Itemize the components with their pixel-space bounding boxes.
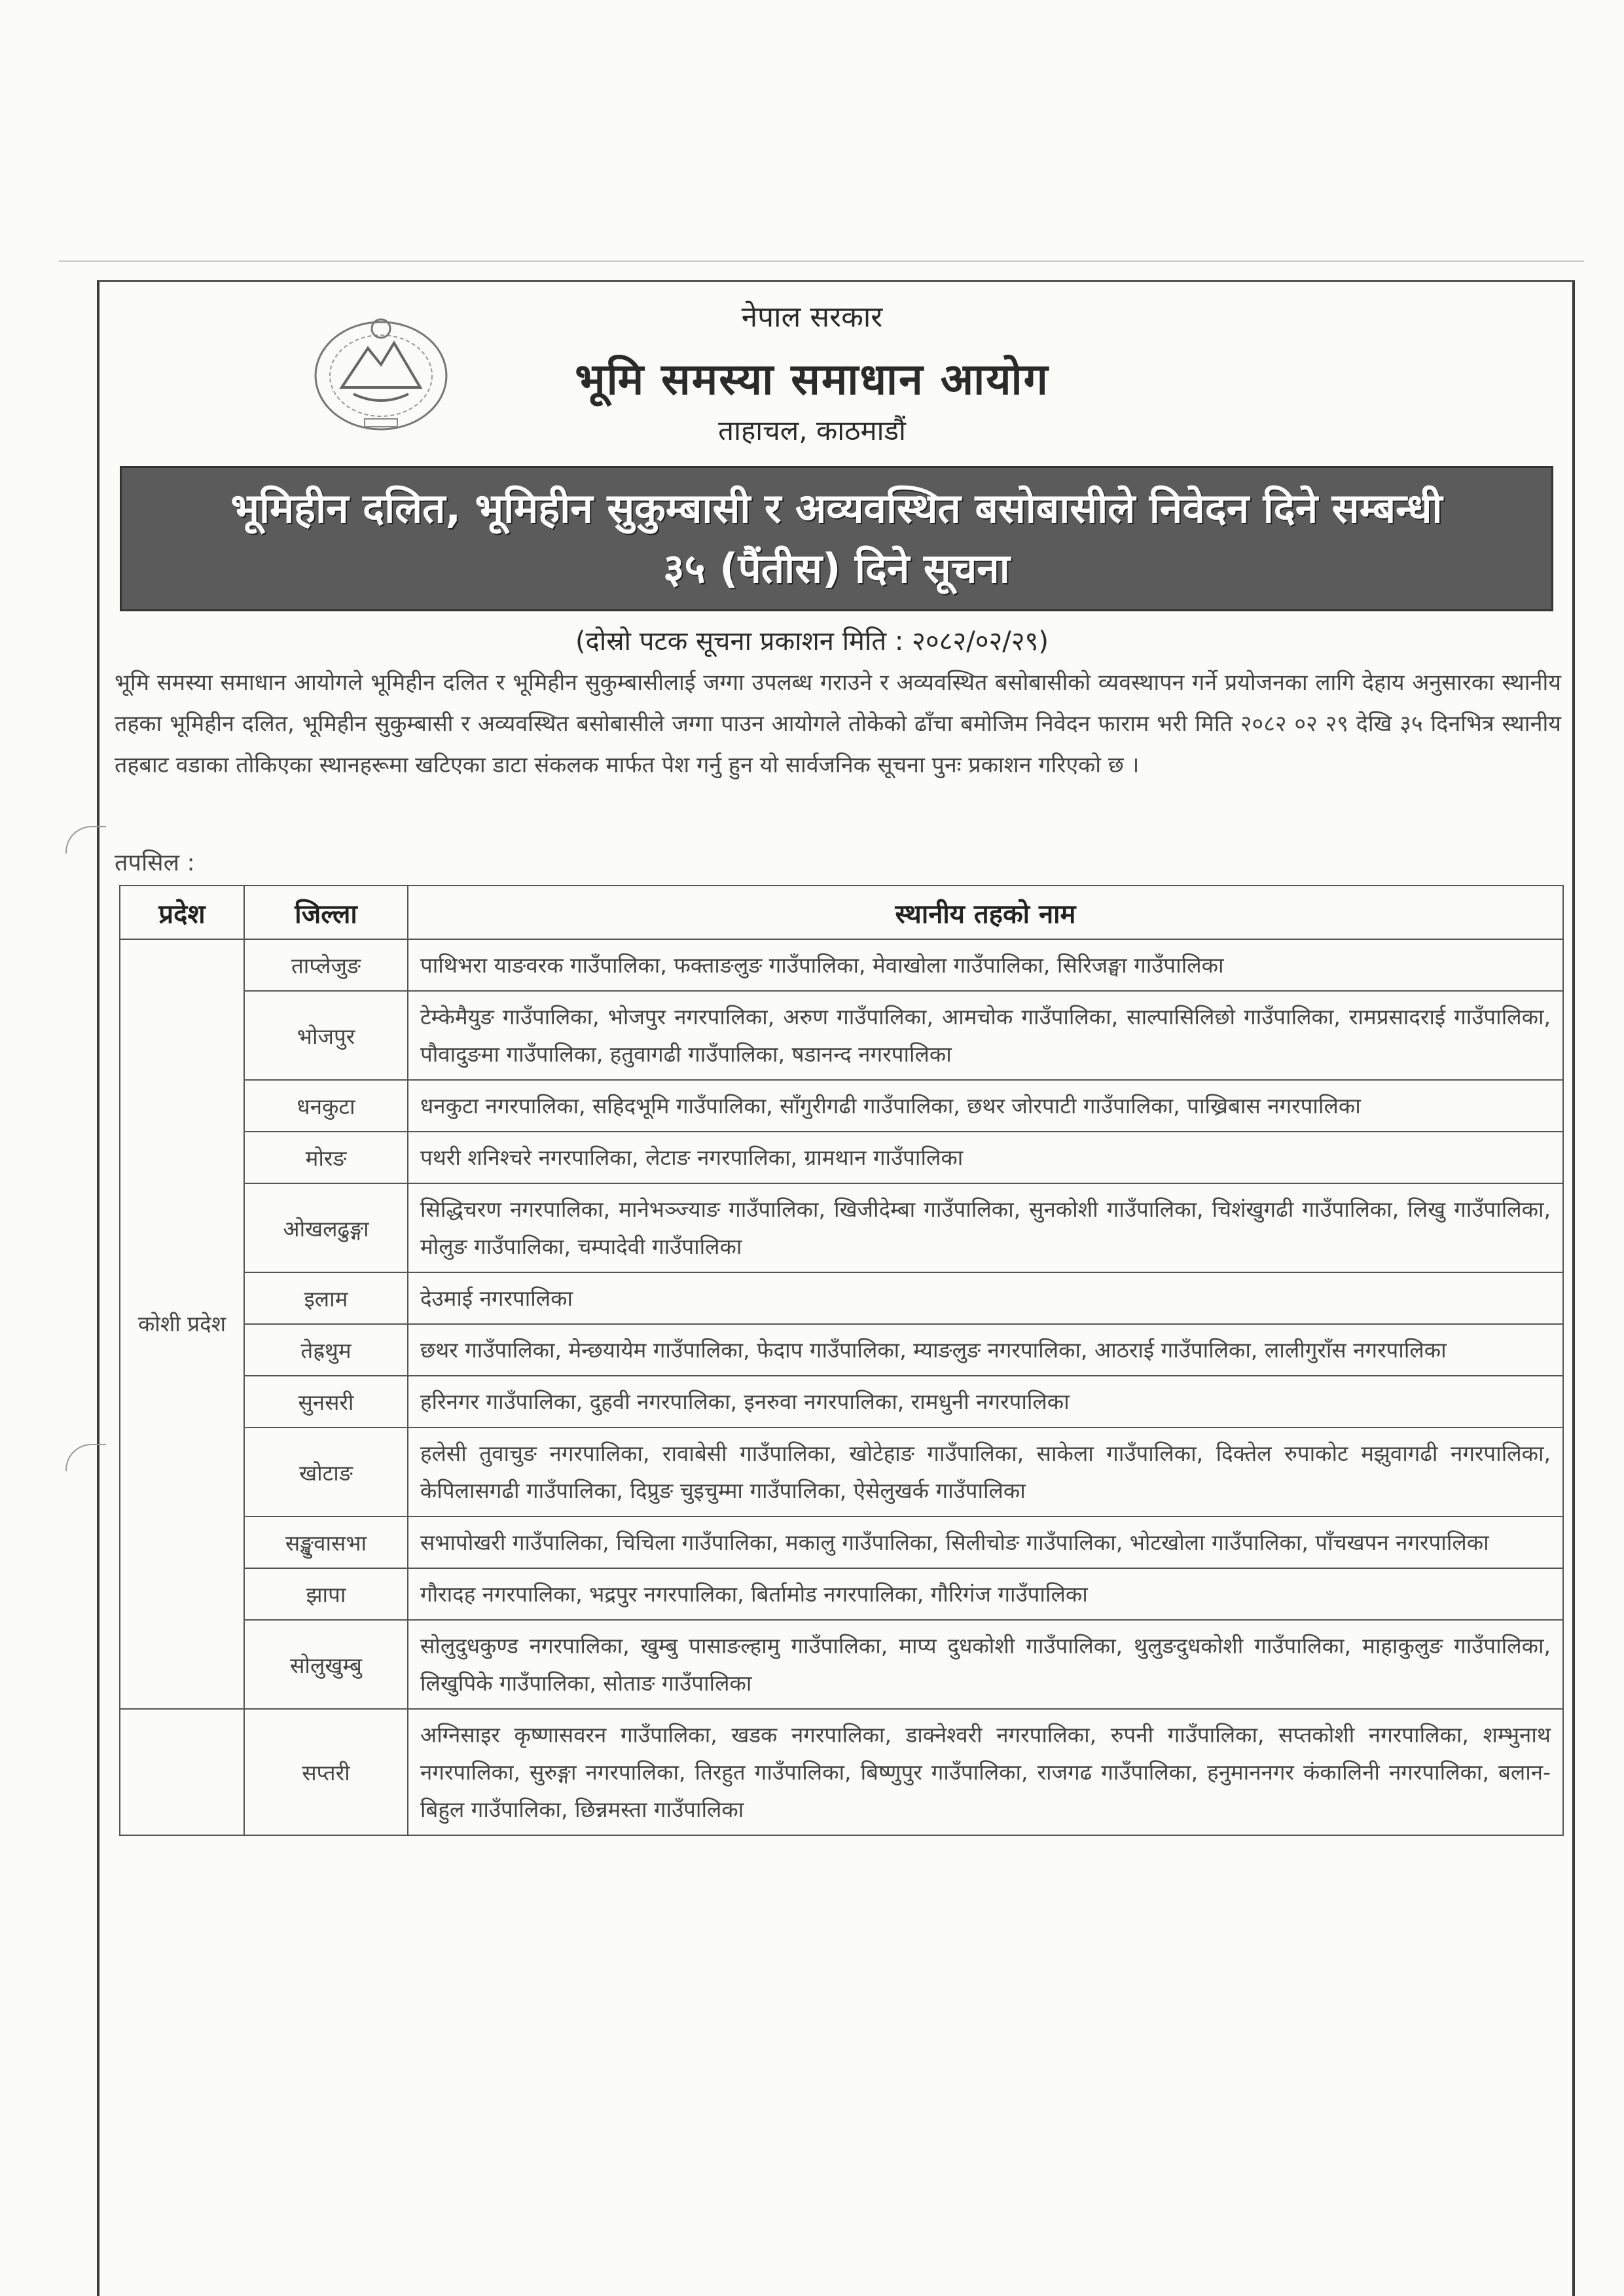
local-level-table	[119, 885, 1564, 1836]
table-row	[120, 1376, 1563, 1427]
binding-hole-mark	[65, 1444, 106, 1471]
table-row	[120, 1568, 1563, 1620]
header-district: जिल्ला	[244, 886, 408, 939]
table-row	[120, 1080, 1563, 1132]
table-row	[120, 1427, 1563, 1516]
notice-title-banner	[120, 466, 1553, 611]
district-cell: सोलुखुम्बु	[244, 1620, 408, 1709]
district-cell: भोजपुर	[244, 991, 408, 1080]
schedule-label: तपसिल :	[115, 850, 195, 876]
district-cell: सुनसरी	[244, 1376, 408, 1427]
district-cell: मोरङ	[244, 1132, 408, 1183]
province-cell: कोशी प्रदेश	[120, 939, 244, 1709]
local-levels-cell: पाथिभरा याङवरक गाउँपालिका, फक्ताङलुङ गाउँपालिका, मेवाखोला गाउँपालिका, सिरिजङ्घा गाउँपालिका	[408, 939, 1563, 991]
page-top-rule	[59, 260, 1584, 262]
district-cell: धनकुटा	[244, 1080, 408, 1132]
table-row	[120, 1709, 1563, 1835]
table-row	[120, 1272, 1563, 1324]
district-cell: सप्तरी	[244, 1709, 408, 1835]
table-row	[120, 1132, 1563, 1183]
local-levels-cell: देउमाई नगरपालिका	[408, 1272, 1563, 1324]
local-levels-cell: हरिनगर गाउँपालिका, दुहवी नगरपालिका, इनरुवा नगरपालिका, रामधुनी नगरपालिका	[408, 1376, 1563, 1427]
local-levels-cell: टेम्केमैयुङ गाउँपालिका, भोजपुर नगरपालिका, अरुण गाउँपालिका, आमचोक गाउँपालिका, साल्पासिलिछो गाउँपालिका, रामप्रसादराई गाउँपालिका, पौवादुङमा गाउँपालिका, हतुवागढी गाउँपालिका, षडानन्द नगरपालिका	[408, 991, 1563, 1080]
notice-title-line1: भूमिहीन दलित, भूमिहीन सुकुम्बासी र अव्यवस्थित बसोबासीले निवेदन दिने सम्बन्धी	[230, 484, 1443, 532]
district-cell: झापा	[244, 1568, 408, 1620]
district-cell: सङ्खुवासभा	[244, 1516, 408, 1568]
district-cell: तेह्रथुम	[244, 1324, 408, 1376]
local-levels-cell: छथर गाउँपालिका, मेन्छयायेम गाउँपालिका, फेदाप गाउँपालिका, म्याङलुङ नगरपालिका, आठराई गाउँपालिका, लालीगुराँस नगरपालिका	[408, 1324, 1563, 1376]
header-local-levels: स्थानीय तहको नाम	[408, 886, 1563, 939]
table-row	[120, 939, 1563, 991]
district-cell: ताप्लेजुङ	[244, 939, 408, 991]
header-province: प्रदेश	[120, 886, 244, 939]
table-row	[120, 1183, 1563, 1272]
binding-hole-mark	[65, 826, 106, 853]
local-levels-cell: पथरी शनिश्चरे नगरपालिका, लेटाङ नगरपालिका, ग्रामथान गाउँपालिका	[408, 1132, 1563, 1183]
local-levels-cell: सोलुदुधकुण्ड नगरपालिका, खुम्बु पासाङल्हामु गाउँपालिका, माप्य दुधकोशी गाउँपालिका, थुलुङदुधकोशी गाउँपालिका, माहाकुलुङ गाउँपालिका, लिखुपिके गाउँपालिका, सोताङ गाउँपालिका	[408, 1620, 1563, 1709]
district-cell: ओखलढुङ्गा	[244, 1183, 408, 1272]
province-cell-continued	[120, 1709, 244, 1835]
page-bottom-margin	[119, 2062, 1566, 2296]
local-levels-cell: धनकुटा नगरपालिका, सहिदभूमि गाउँपालिका, साँगुरीगढी गाउँपालिका, छथर जोरपाटी गाउँपालिका, पाख्रिबास नगरपालिका	[408, 1080, 1563, 1132]
government-name: नेपाल सरकार	[741, 300, 883, 334]
table-header-row	[120, 886, 1563, 939]
local-levels-cell: हलेसी तुवाचुङ नगरपालिका, रावाबेसी गाउँपालिका, खोटेहाङ गाउँपालिका, साकेला गाउँपालिका, दिक्तेल रुपाकोट मझुवागढी नगरपालिका, केपिलासगढी गाउँपालिका, दिप्रुङ चुइचुम्मा गाउँपालिका, ऐसेलुखर्क गाउँपालिका	[408, 1427, 1563, 1516]
office-name: भूमि समस्या समाधान आयोग	[575, 354, 1049, 404]
district-cell: खोटाङ	[244, 1427, 408, 1516]
local-levels-cell: गौरादह नगरपालिका, भद्रपुर नगरपालिका, बिर्तामोड नगरपालिका, गौरिगंज गाउँपालिका	[408, 1568, 1563, 1620]
notice-title-line2: ३५ (पैंतीस) दिने सूचना	[663, 545, 1010, 592]
local-levels-cell: अग्निसाइर कृष्णासवरन गाउँपालिका, खडक नगरपालिका, डाक्नेश्वरी नगरपालिका, रुपनी गाउँपालिका, सप्तकोशी नगरपालिका, शम्भुनाथ नगरपालिका, सुरुङ्गा नगरपालिका, तिरहुत गाउँपालिका, बिष्णुपुर गाउँपालिका, राजगढ गाउँपालिका, हनुमाननगर कंकालिनी नगरपालिका, बलान-बिहुल गाउँपालिका, छिन्नमस्ता गाउँपालिका	[408, 1709, 1563, 1835]
notice-body-text: भूमि समस्या समाधान आयोगले भूमिहीन दलित र भूमिहीन सुकुम्बासीलाई जग्गा उपलब्ध गराउने र अव्यवस्थित बसोबासीको व्यवस्थापन गर्ने प्रयोजनका लागि देहाय अनुसारका स्थानीय तहका भूमिहीन दलित, भूमिहीन सुकुम्बासी र अव्यवस्थित बसोबासीले जग्गा पाउन आयोगले तोकेको ढाँचा बमोजिम निवेदन फाराम भरी मिति २०८२ ०२ २९ देखि ३५ दिनभित्र स्थानीय तहबाट वडाका तोकिएका स्थानहरूमा खटिएका डाटा संकलक मार्फत पेश गर्नु हुन यो सार्वजनिक सूचना पुनः प्रकाशन गरिएको छ ।	[115, 670, 1561, 778]
office-location: ताहाचल, काठमाडौं	[718, 414, 906, 446]
table-row	[120, 991, 1563, 1080]
publication-date: (दोस्रो पटक सूचना प्रकाशन मिति : २०८२/०२/२९)	[575, 626, 1049, 656]
table-row	[120, 1620, 1563, 1709]
table-row	[120, 1324, 1563, 1376]
district-cell: इलाम	[244, 1272, 408, 1324]
local-levels-cell: सिद्धिचरण नगरपालिका, मानेभञ्ज्याङ गाउँपालिका, खिजीदेम्बा गाउँपालिका, सुनकोशी गाउँपालिका, चिशंखुगढी गाउँपालिका, लिखु गाउँपालिका, मोलुङ गाउँपालिका, चम्पादेवी गाउँपालिका	[408, 1183, 1563, 1272]
table-row	[120, 1516, 1563, 1568]
local-levels-cell: सभापोखरी गाउँपालिका, चिचिला गाउँपालिका, मकालु गाउँपालिका, सिलीचोङ गाउँपालिका, भोटखोला गाउँपालिका, पाँचखपन नगरपालिका	[408, 1516, 1563, 1568]
